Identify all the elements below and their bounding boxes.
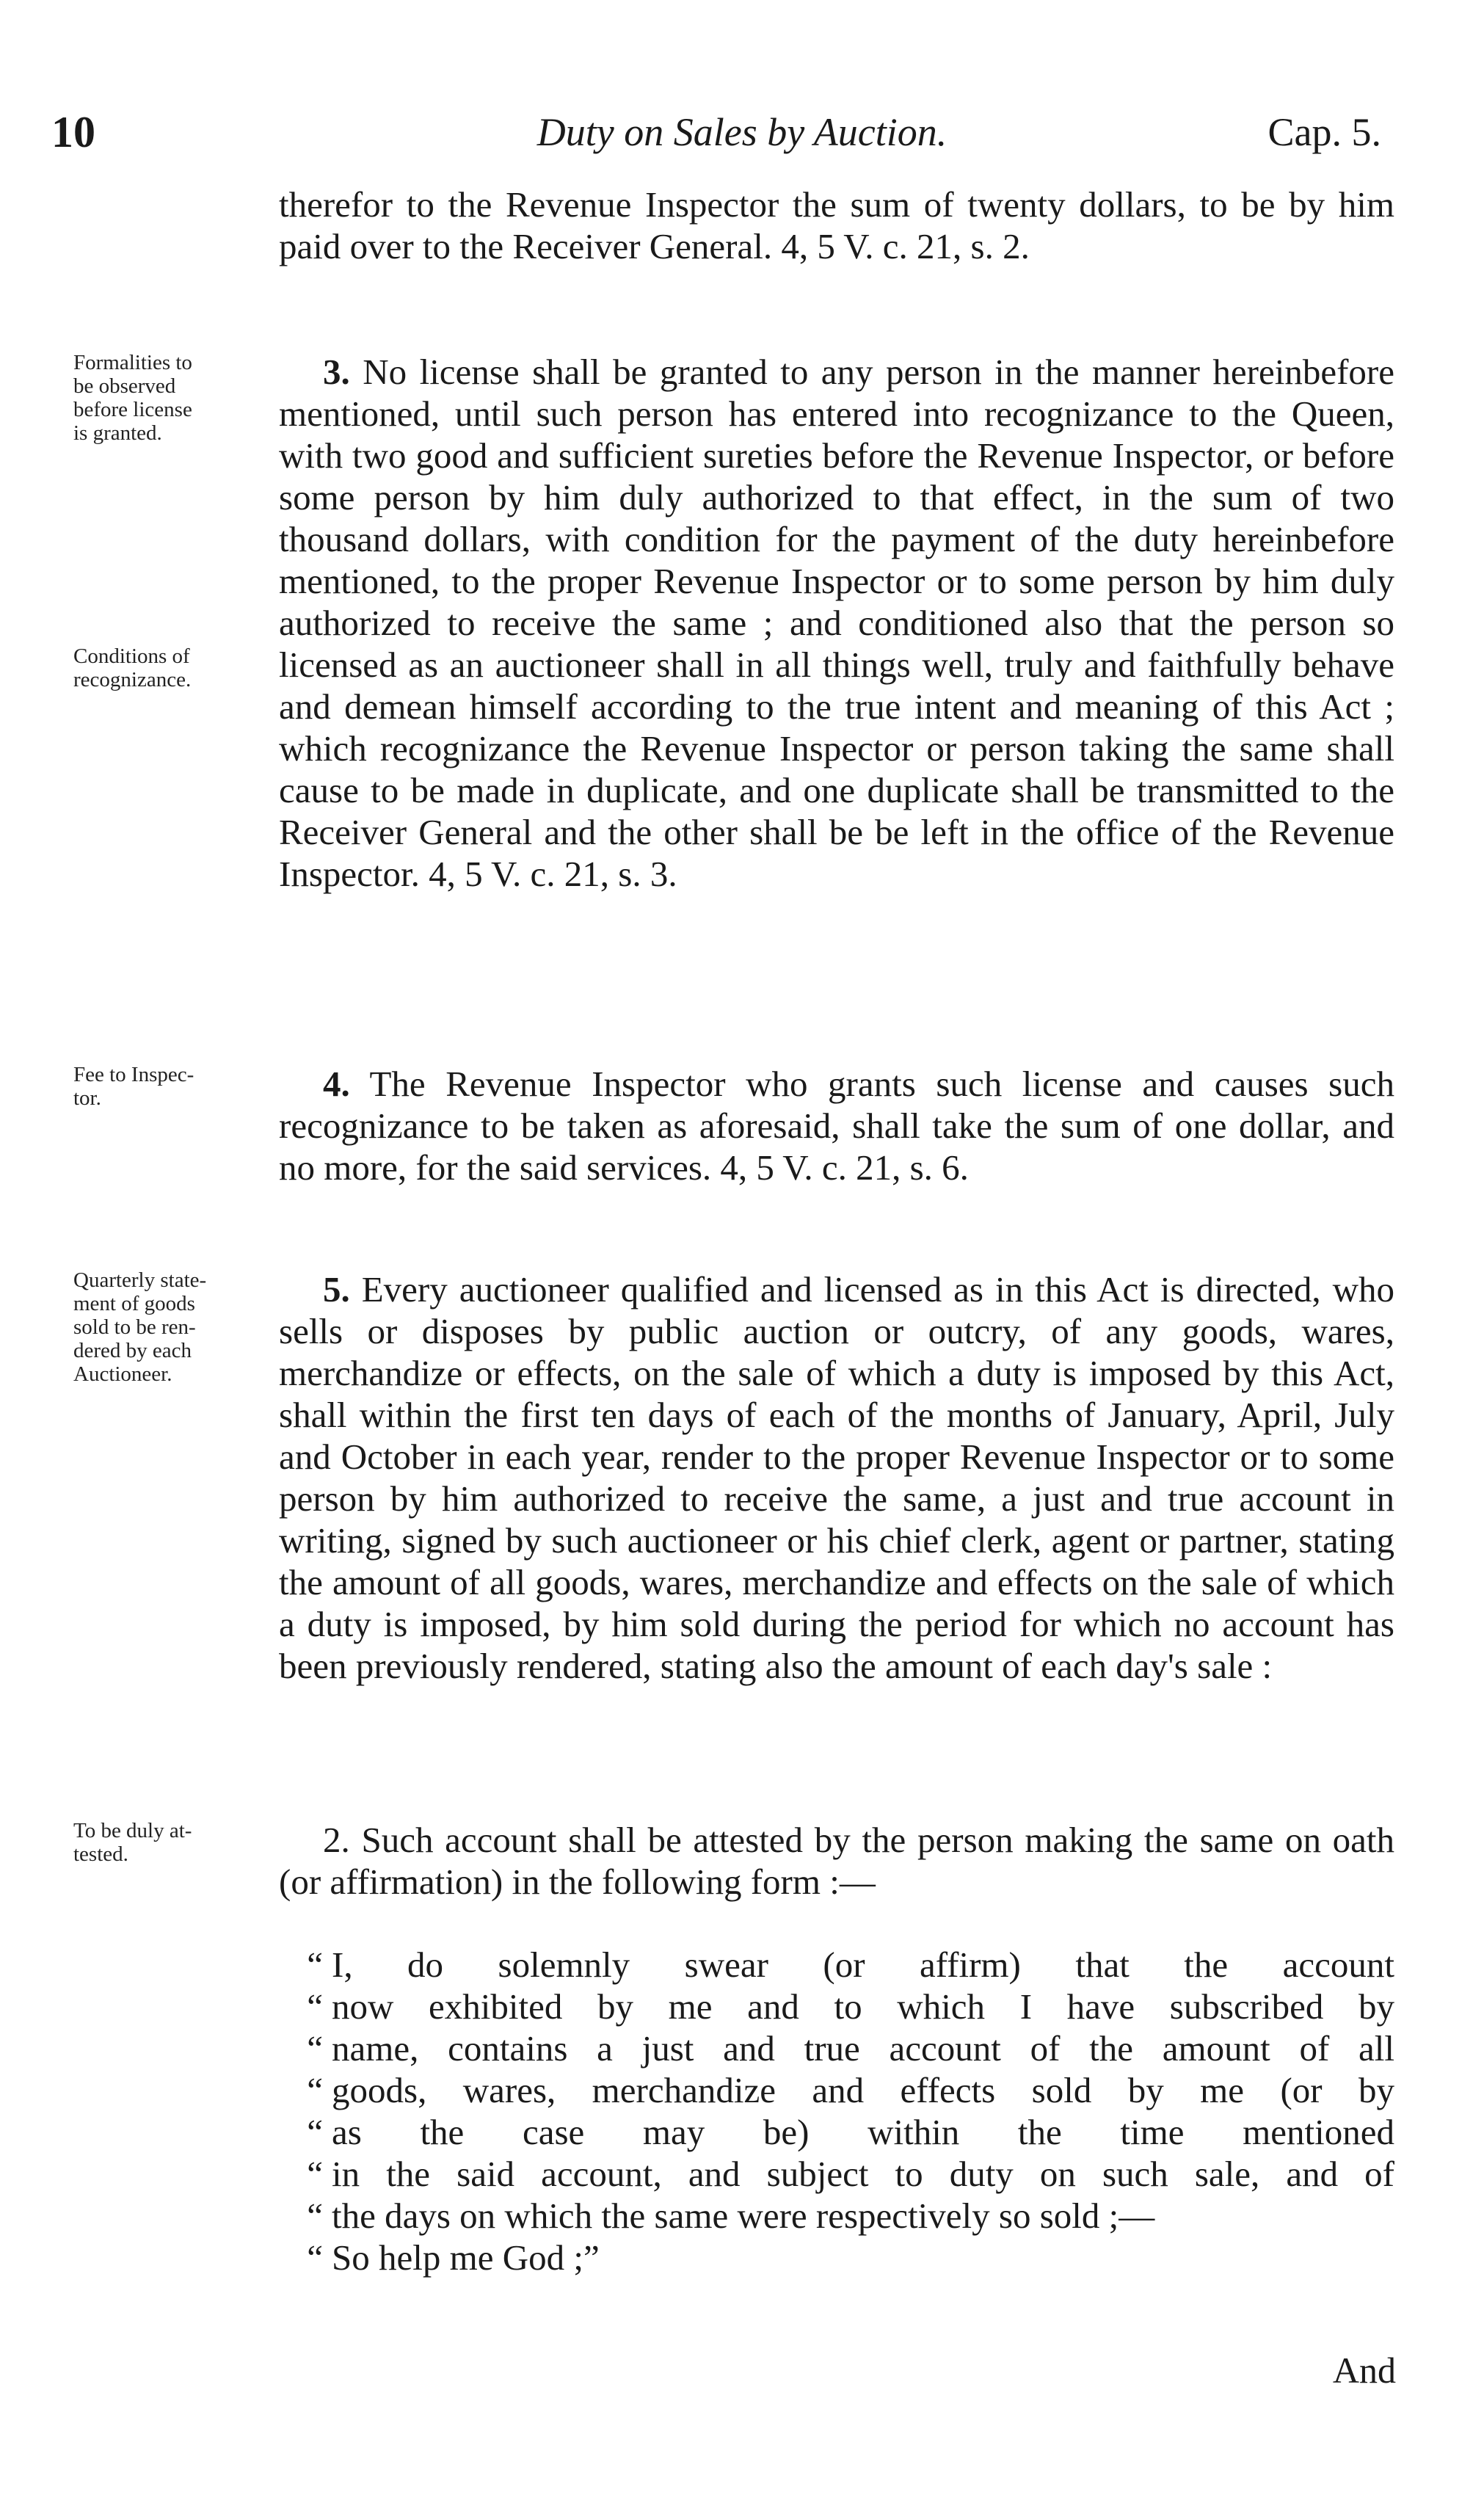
margin-note-formalities — [73, 351, 250, 445]
section-text: No license shall be granted to any person in the manner hereinbefore mentioned, until such person has entered into recognizance to the Queen, with two good and sufficient sureties before the Revenue Inspector, or before some person by him duly authorized to that effect, in the sum of two thousand dollars, with condition for the payment of the duty hereinbefore mentioned, to the proper Revenue Inspector or to some person by him duly authorized to receive the same ; and conditioned also that the person so licensed as an auctioneer shall in all things well, truly and faithfully behave and demean himself according to the true intent and meaning of this Act ; which recognizance the Revenue Inspector or person taking the same shall cause to be made in duplicate, and one duplicate shall be transmitted to the Receiver General and the other shall be be left in the office of the Revenue Inspector. 4, 5 V. c. 21, s. 3. — [279, 352, 1394, 894]
section-5 — [279, 1268, 1394, 1687]
section-paragraph — [279, 351, 1394, 895]
quote-mark: “ — [307, 2028, 323, 2069]
margin-note-line: sold to be ren- — [73, 1315, 196, 1339]
chapter-label: Cap. 5. — [1267, 110, 1381, 154]
page-number: 10 — [51, 108, 95, 156]
oath-line — [279, 2027, 1394, 2069]
oath-text: goods, wares, merchandize and effects sold by me (or by — [332, 2070, 1394, 2110]
section-number: 4. — [323, 1064, 350, 1104]
section-text: The Revenue Inspector who grants such license and causes such recognizance to be taken as aforesaid, shall take the sum of one dollar, and no more, for the said services. 4, 5 V. c. 21, s. 6. — [279, 1064, 1394, 1188]
oath-line — [279, 2237, 1394, 2278]
quote-mark: “ — [307, 2195, 323, 2236]
section-4 — [279, 1063, 1394, 1188]
margin-note-line: Fee to Inspec- — [73, 1063, 194, 1086]
section-paragraph — [279, 1819, 1394, 1903]
quote-mark: “ — [307, 2237, 323, 2278]
margin-note-line: Auctioneer. — [73, 1362, 172, 1386]
oath-form — [279, 1944, 1394, 2278]
margin-note-line: dered by each — [73, 1339, 192, 1362]
oath-text: I, do solemnly swear (or affirm) that the account — [332, 1944, 1394, 1985]
section-paragraph — [279, 1063, 1394, 1188]
quote-mark: “ — [307, 2154, 323, 2194]
section-paragraph — [279, 1268, 1394, 1687]
oath-text: name, contains a just and true account of the amount of all — [332, 2028, 1394, 2069]
oath-line — [279, 2069, 1394, 2111]
margin-note-line: ment of goods — [73, 1292, 195, 1315]
quote-mark: “ — [307, 2070, 323, 2110]
oath-text: in the said account, and subject to duty on such sale, and of — [332, 2154, 1394, 2194]
margin-note-conditions — [73, 644, 250, 691]
oath-line — [279, 1944, 1394, 1986]
quote-mark: “ — [307, 1944, 323, 1985]
oath-line — [279, 2153, 1394, 2195]
subsection-number: 2. — [323, 1820, 350, 1860]
margin-note-quarterly — [73, 1268, 250, 1386]
margin-note-line: is granted. — [73, 421, 162, 445]
margin-note-line: tested. — [73, 1842, 128, 1866]
section-text: Such account shall be attested by the person making the same on oath (or affirmation) in the following form :— — [279, 1820, 1395, 1902]
oath-line — [279, 2111, 1394, 2153]
margin-note-line: be observed — [73, 374, 176, 398]
section-3 — [279, 351, 1394, 895]
catchword: And — [1332, 2350, 1396, 2391]
oath-text: the days on which the same were respectively so sold ;— — [332, 2195, 1155, 2236]
oath-line — [279, 2195, 1394, 2237]
section-text: Every auctioneer qualified and licensed as in this Act is directed, who sells or disposes by public auction or outcry, of any goods, wares, merchandize or effects, on the sale of which a duty is imposed by this Act, shall within the first ten days of each of the months of January, April, July and October in each year, render to the proper Revenue Inspector or to some person by him authorized to receive the same, a just and true account in writing, signed by such auctioneer or his chief clerk, agent or partner, stating the amount of all goods, wares, merchandize and effects on the sale of which a duty is imposed, by him sold during the period for which no account has been previously rendered, stating also the amount of each day's sale : — [279, 1269, 1394, 1686]
continuation-paragraph — [279, 184, 1394, 267]
margin-note-line: recognizance. — [73, 668, 192, 691]
margin-note-line: Formalities to — [73, 351, 192, 374]
margin-note-fee — [73, 1063, 250, 1110]
margin-note-line: Quarterly state- — [73, 1268, 207, 1292]
quote-mark: “ — [307, 2112, 323, 2152]
oath-text: So help me God ;” — [332, 2237, 600, 2278]
margin-note-line: Conditions of — [73, 644, 190, 668]
oath-text: now exhibited by me and to which I have subscribed by — [332, 1986, 1394, 2027]
paragraph-text: therefor to the Revenue Inspector the sum of twenty dollars, to be by him paid over to the Receiver General. 4, 5 V. c. 21, s. 2. — [279, 184, 1394, 266]
section-5-subsection-2 — [279, 1819, 1394, 1903]
margin-note-line: before license — [73, 398, 192, 421]
section-number: 3. — [323, 352, 350, 392]
oath-text: as the case may be) within the time mentioned — [332, 2112, 1394, 2152]
section-number: 5. — [323, 1269, 350, 1310]
oath-line — [279, 1986, 1394, 2027]
margin-note-line: To be duly at- — [73, 1819, 192, 1842]
running-title: Duty on Sales by Auction. — [537, 110, 947, 154]
margin-note-attested — [73, 1819, 250, 1866]
margin-note-line: tor. — [73, 1086, 101, 1110]
quote-mark: “ — [307, 1986, 323, 2027]
